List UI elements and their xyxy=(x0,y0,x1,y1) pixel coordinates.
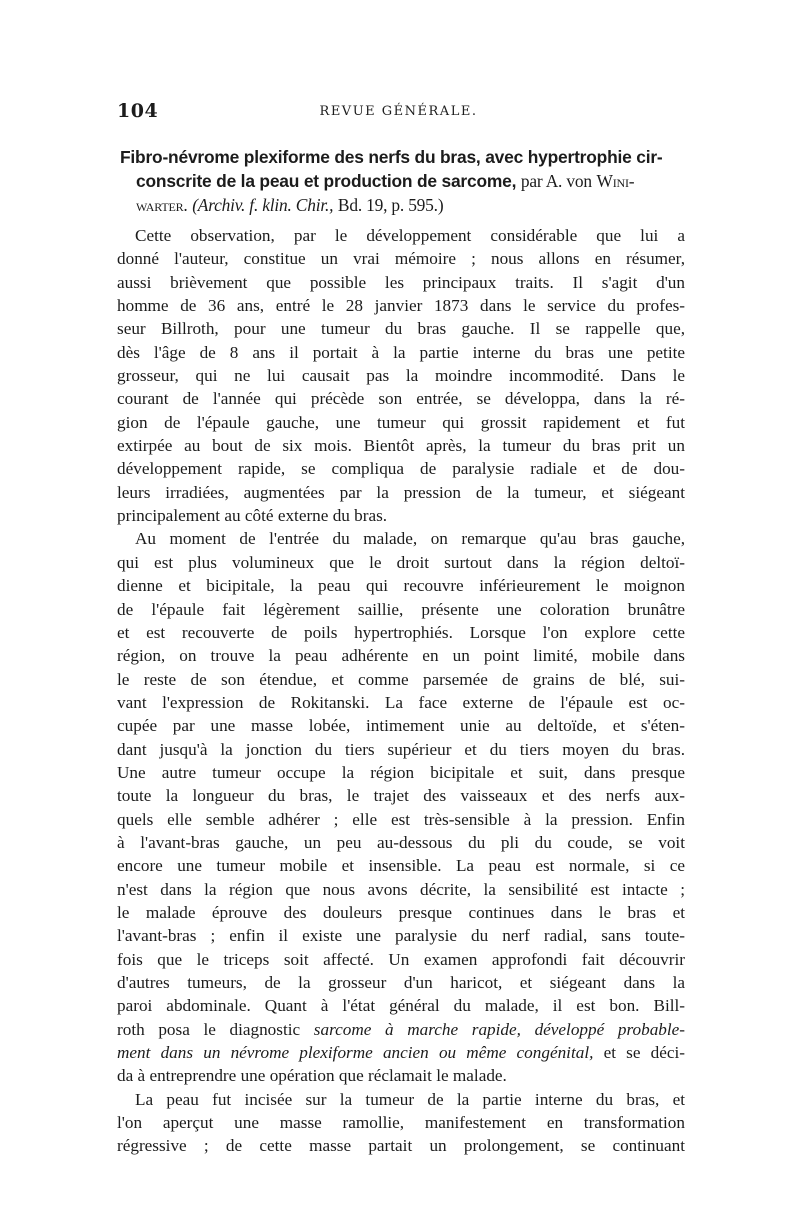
title-line xyxy=(120,169,686,193)
text-line: l'on aperçut une masse ramollie, manifestement en transformation xyxy=(117,1113,685,1133)
text-line: paroi abdominale. Quant à l'état général du malade, il est bon. Bill- xyxy=(117,996,685,1016)
text-line: gion de l'épaule gauche, une tumeur qui grossit rapidement et fut xyxy=(117,412,685,432)
text-line xyxy=(117,1041,685,1064)
text-line: da à entreprendre une opération que réclamait le malade. xyxy=(117,1066,507,1086)
text-line: qui est plus volumineux que le droit surtout dans la région deltoï- xyxy=(117,552,685,572)
running-title: REVUE GÉNÉRALE. xyxy=(319,104,478,119)
author-prefix: par A. von xyxy=(520,171,592,191)
author-name: Wini- xyxy=(596,171,635,191)
text-line: dant jusqu'à la jonction du tiers supérieur et du tiers moyen du bras. xyxy=(117,739,685,759)
text-line: n'est dans la région que nous avons décrite, la sensibilité est intacte ; xyxy=(117,879,685,899)
text-line: de l'épaule fait légèrement saillie, présente une coloration brunâtre xyxy=(117,599,685,619)
title-line xyxy=(120,193,686,217)
text-line: extirpée au bout de six mois. Bientôt après, la tumeur du bras prit un xyxy=(117,436,685,456)
text-line: Au moment de l'entrée du malade, on remarque qu'au bras gauche, xyxy=(135,529,685,549)
text-line: quels elle semble adhérer ; elle est très-sensible à la pression. Enfin xyxy=(117,809,685,829)
text-line: fois que le triceps soit affecté. Un examen approfondi fait découvrir xyxy=(117,949,685,969)
text-line: et est recouverte de poils hypertrophiés. Lorsque l'on explore cette xyxy=(117,622,685,642)
text-line: régressive ; de cette masse partait un prolongement, se continuant xyxy=(117,1136,685,1156)
text-line: Une autre tumeur occupe la région bicipitale et suit, dans presque xyxy=(117,762,685,782)
text-line: dès l'âge de 8 ans il portait à la partie interne du bras une petite xyxy=(117,342,685,362)
text-line: l'avant-bras ; enfin il existe une paralysie du nerf radial, sans toute- xyxy=(117,926,685,946)
text-line: La peau fut incisée sur la tumeur de la partie interne du bras, et xyxy=(135,1089,685,1109)
diagnosis-tail: et se déci- xyxy=(603,1043,685,1063)
text-line: Cette observation, par le développement considérable que lui a xyxy=(135,226,685,245)
reference-details: Bd. 19, p. 595.) xyxy=(337,195,444,215)
title-line: Fibro-névrome plexiforme des nerfs du bras, avec hypertrophie cir- xyxy=(120,147,663,167)
text-line: d'autres tumeurs, de la grosseur d'un haricot, et siégeant dans la xyxy=(117,973,685,992)
diagnosis-italic: sarcome à marche rapide, développé probable- xyxy=(313,1019,686,1039)
paragraph-1 xyxy=(117,224,685,527)
article-title xyxy=(120,145,686,217)
text-line: aussi brièvement que possible les principaux traits. Il s'agit d'un xyxy=(117,272,685,292)
text-line: courant de l'année qui précède son entrée, se développa, dans la ré- xyxy=(117,389,685,409)
page-number: 104 xyxy=(117,100,159,122)
text-line: encore une tumeur mobile et insensible. La peau est normale, si ce xyxy=(117,856,685,876)
text-line: le reste de son étendue, et comme parsemée de grains de blé, sui- xyxy=(117,669,685,689)
text-line: principalement au côté externe du bras. xyxy=(117,506,388,526)
diagnosis-italic-continued: ment dans un névrome plexiforme ancien ou même congénital, xyxy=(117,1043,594,1063)
text-line: toute la longueur du bras, le trajet des vaisseaux et des nerfs aux- xyxy=(117,786,685,806)
article-body xyxy=(117,224,685,1158)
title-line-text: conscrite de la peau et production de sarcome, xyxy=(136,171,517,191)
page-header xyxy=(117,100,680,126)
text-line: région, on trouve la peau adhérente en un point limité, mobile dans xyxy=(117,646,685,666)
text-line: grosseur, qui ne lui causait pas la moindre incommodité. Dans le xyxy=(117,366,685,386)
paragraph-2 xyxy=(117,527,685,1087)
reference-journal: (Archiv. f. klin. Chir., xyxy=(192,195,334,215)
text-line: leurs irradiées, augmentées par la pression de la tumeur, et siégeant xyxy=(117,482,685,502)
author-name-continued: warter. xyxy=(136,195,188,215)
text-line: dienne et bicipitale, la peau qui recouvre inférieurement le moignon xyxy=(117,576,685,596)
text-line: donné l'auteur, constitue un vrai mémoire ; nous allons en résumer, xyxy=(117,249,685,269)
text-line: vant l'expression de Rokitanski. La face externe de l'épaule est oc- xyxy=(117,692,685,712)
text-line: homme de 36 ans, entré le 28 janvier 1873 dans le service du profes- xyxy=(117,296,685,316)
diagnosis-lead: roth posa le diagnostic xyxy=(117,1019,301,1039)
text-line: cupée par une masse lobée, intimement unie au deltoïde, et s'éten- xyxy=(117,716,685,736)
text-line: le malade éprouve des douleurs presque continues dans le bras et xyxy=(117,902,685,922)
text-line: seur Billroth, pour une tumeur du bras gauche. Il se rappelle que, xyxy=(117,319,685,339)
text-line xyxy=(117,1018,685,1041)
text-line: développement rapide, se compliqua de paralysie radiale et de dou- xyxy=(117,459,685,479)
text-line: à l'avant-bras gauche, un peu au-dessous du pli du coude, se voit xyxy=(117,832,685,852)
paragraph-3 xyxy=(117,1088,685,1158)
